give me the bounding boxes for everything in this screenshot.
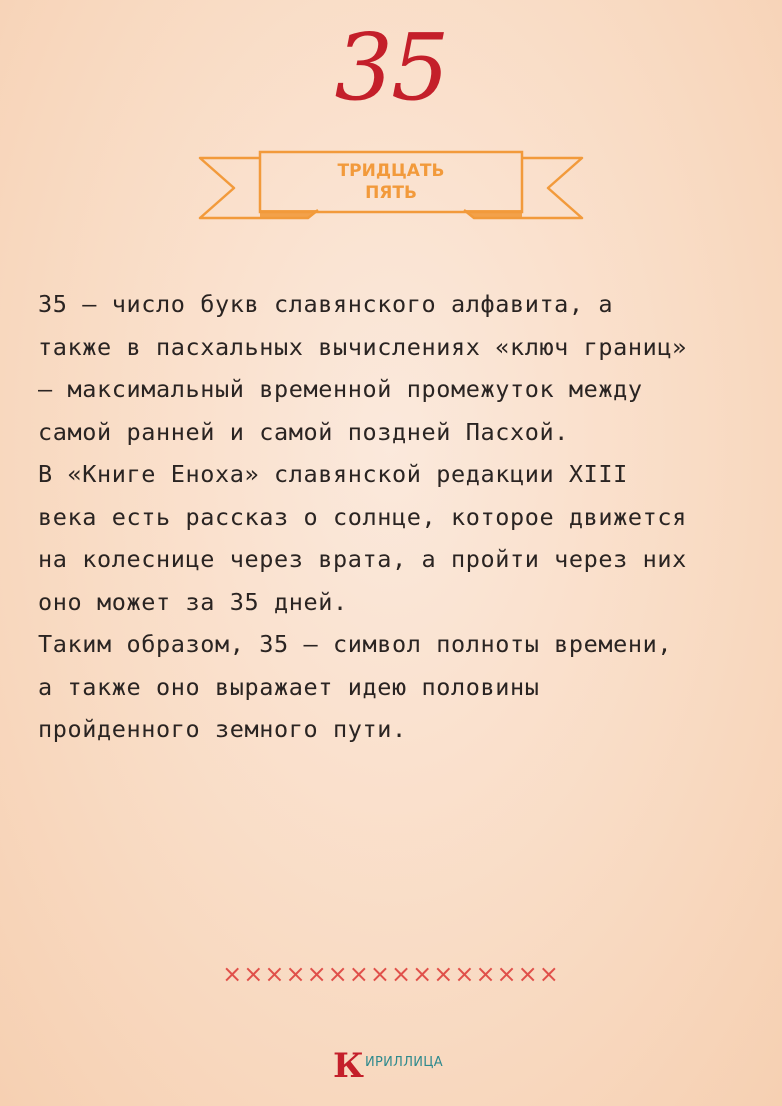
body-line: также в пасхальных вычислениях «ключ границ»	[38, 332, 687, 361]
body-line: В «Книге Еноха» славянской редакции XIII	[38, 460, 628, 488]
ribbon-title	[262, 160, 520, 204]
body-line: – максимальный временной промежуток между	[38, 375, 643, 403]
ribbon-line-2: ПЯТЬ	[365, 183, 417, 203]
body-line: на колеснице через врата, а пройти через них	[38, 545, 687, 573]
body-line: Таким образом, 35 – символ полноты времени,	[38, 630, 673, 658]
body-line: века есть рассказ о солнце, которое движется	[38, 502, 687, 531]
body-line: а также оно выражает идею половины	[38, 672, 540, 701]
body-line: пройденного земного пути.	[38, 715, 407, 743]
body-line: самой ранней и самой поздней Пасхой.	[38, 417, 569, 446]
body-line: оно может за 35 дней.	[38, 587, 348, 616]
body-text	[38, 283, 778, 751]
page-number: 35	[334, 14, 448, 121]
logo-initial: К	[333, 1046, 364, 1086]
cross-stitch-divider: ××××××××××××××××	[222, 960, 560, 988]
title-ribbon	[198, 150, 584, 224]
body-line: 35 – число букв славянского алфавита, а	[38, 290, 614, 318]
ribbon-line-1: ТРИДЦАТЬ	[337, 161, 445, 181]
logo-wordmark: ИРИЛЛИЦА	[364, 1055, 443, 1070]
kirillitsa-logo	[333, 1045, 443, 1085]
